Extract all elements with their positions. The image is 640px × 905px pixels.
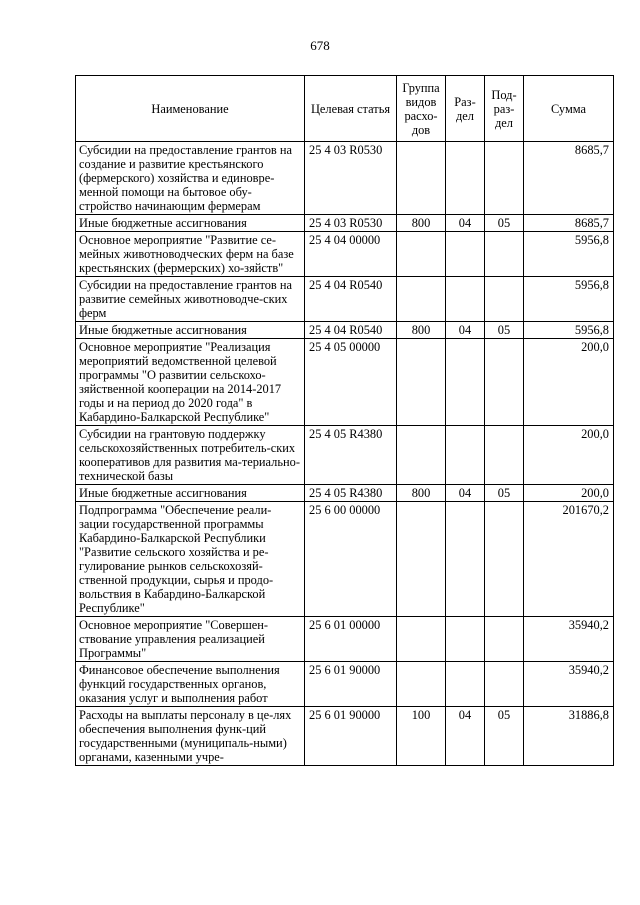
cell-name: Иные бюджетные ассигнования <box>76 215 305 232</box>
table-row <box>76 662 614 707</box>
cell-name: Расходы на выплаты персоналу в це-лях обеспечения выполнения функ-ций государственными (муниципаль-ными) органами, казенными учре- <box>76 707 305 766</box>
cell-subsection <box>485 662 524 707</box>
cell-subsection <box>485 277 524 322</box>
cell-subsection <box>485 142 524 215</box>
cell-section: 04 <box>446 485 485 502</box>
cell-group: 100 <box>397 707 446 766</box>
cell-group <box>397 232 446 277</box>
cell-code: 25 4 05 R4380 <box>305 485 397 502</box>
cell-subsection <box>485 617 524 662</box>
cell-section <box>446 232 485 277</box>
cell-section <box>446 662 485 707</box>
header-subsection: Под-раз-дел <box>485 76 524 142</box>
cell-section <box>446 142 485 215</box>
cell-section <box>446 502 485 617</box>
cell-sum: 200,0 <box>524 426 614 485</box>
budget-table <box>75 75 614 766</box>
cell-code: 25 6 01 90000 <box>305 707 397 766</box>
cell-group: 800 <box>397 215 446 232</box>
cell-subsection: 05 <box>485 707 524 766</box>
cell-code: 25 4 03 R0530 <box>305 215 397 232</box>
cell-sum: 200,0 <box>524 339 614 426</box>
cell-subsection <box>485 339 524 426</box>
cell-name: Субсидии на предоставление грантов на создание и развитие крестьянского (фермерского) хозяйства и единовре-менной помощи на бытовое обу-стройство начинающим фермерам <box>76 142 305 215</box>
table-row <box>76 502 614 617</box>
cell-name: Подпрограмма "Обеспечение реали-зации государственной программы Кабардино-Балкарской Республики "Развитие сельского хозяйства и ре-гулирование рынков сельскохозяй-ственной продукции, сырья и продо-вольствия в Кабардино-Балкарской Республике" <box>76 502 305 617</box>
table-row <box>76 142 614 215</box>
cell-sum: 31886,8 <box>524 707 614 766</box>
cell-code: 25 4 05 00000 <box>305 339 397 426</box>
cell-sum: 8685,7 <box>524 215 614 232</box>
table-row <box>76 215 614 232</box>
table-row <box>76 617 614 662</box>
cell-section <box>446 339 485 426</box>
cell-name: Иные бюджетные ассигнования <box>76 322 305 339</box>
cell-sum: 5956,8 <box>524 277 614 322</box>
cell-section: 04 <box>446 215 485 232</box>
cell-group: 800 <box>397 485 446 502</box>
cell-subsection <box>485 502 524 617</box>
cell-section <box>446 617 485 662</box>
cell-subsection <box>485 232 524 277</box>
cell-section <box>446 277 485 322</box>
cell-section: 04 <box>446 322 485 339</box>
cell-sum: 35940,2 <box>524 617 614 662</box>
cell-subsection: 05 <box>485 215 524 232</box>
cell-group <box>397 339 446 426</box>
cell-code: 25 4 04 R0540 <box>305 322 397 339</box>
cell-sum: 8685,7 <box>524 142 614 215</box>
cell-name: Субсидии на грантовую поддержку сельскохозяйственных потребитель-ских кооперативов для развития ма-териально-технической базы <box>76 426 305 485</box>
cell-sum: 200,0 <box>524 485 614 502</box>
cell-code: 25 6 01 90000 <box>305 662 397 707</box>
cell-sum: 5956,8 <box>524 322 614 339</box>
cell-sum: 201670,2 <box>524 502 614 617</box>
cell-name: Основное мероприятие "Совершен-ствование управления реализацией Программы" <box>76 617 305 662</box>
cell-code: 25 6 00 00000 <box>305 502 397 617</box>
table-row <box>76 485 614 502</box>
cell-code: 25 6 01 00000 <box>305 617 397 662</box>
table-row <box>76 232 614 277</box>
cell-group <box>397 662 446 707</box>
cell-group <box>397 502 446 617</box>
cell-section <box>446 426 485 485</box>
cell-group <box>397 617 446 662</box>
header-name: Наименование <box>76 76 305 142</box>
table-row <box>76 277 614 322</box>
cell-code: 25 4 05 R4380 <box>305 426 397 485</box>
cell-name: Финансовое обеспечение выполнения функций государственных органов, оказания услуг и выполнения работ <box>76 662 305 707</box>
cell-code: 25 4 03 R0530 <box>305 142 397 215</box>
cell-group <box>397 277 446 322</box>
cell-name: Основное мероприятие "Реализация мероприятий ведомственной целевой программы "О развитии сельскохо-зяйственной кооперации на 2014-2017 годы и на период до 2020 года" в Кабардино-Балкарской Республике" <box>76 339 305 426</box>
cell-subsection: 05 <box>485 322 524 339</box>
header-group: Группа видов расхо-дов <box>397 76 446 142</box>
cell-group: 800 <box>397 322 446 339</box>
cell-name: Основное мероприятие "Развитие се-мейных животноводческих ферм на базе крестьянских (фермерских) хо-зяйств" <box>76 232 305 277</box>
table-row <box>76 707 614 766</box>
table-row <box>76 322 614 339</box>
page-number: 678 <box>310 38 330 53</box>
cell-code: 25 4 04 R0540 <box>305 277 397 322</box>
cell-code: 25 4 04 00000 <box>305 232 397 277</box>
header-sum: Сумма <box>524 76 614 142</box>
header-section: Раз-дел <box>446 76 485 142</box>
table-row <box>76 426 614 485</box>
table-row <box>76 339 614 426</box>
cell-name: Иные бюджетные ассигнования <box>76 485 305 502</box>
cell-section: 04 <box>446 707 485 766</box>
cell-subsection <box>485 426 524 485</box>
cell-sum: 35940,2 <box>524 662 614 707</box>
cell-name: Субсидии на предоставление грантов на развитие семейных животноводче-ских ферм <box>76 277 305 322</box>
cell-subsection: 05 <box>485 485 524 502</box>
table-header-row <box>76 76 614 142</box>
cell-sum: 5956,8 <box>524 232 614 277</box>
cell-group <box>397 426 446 485</box>
header-code: Целевая статья <box>305 76 397 142</box>
cell-group <box>397 142 446 215</box>
